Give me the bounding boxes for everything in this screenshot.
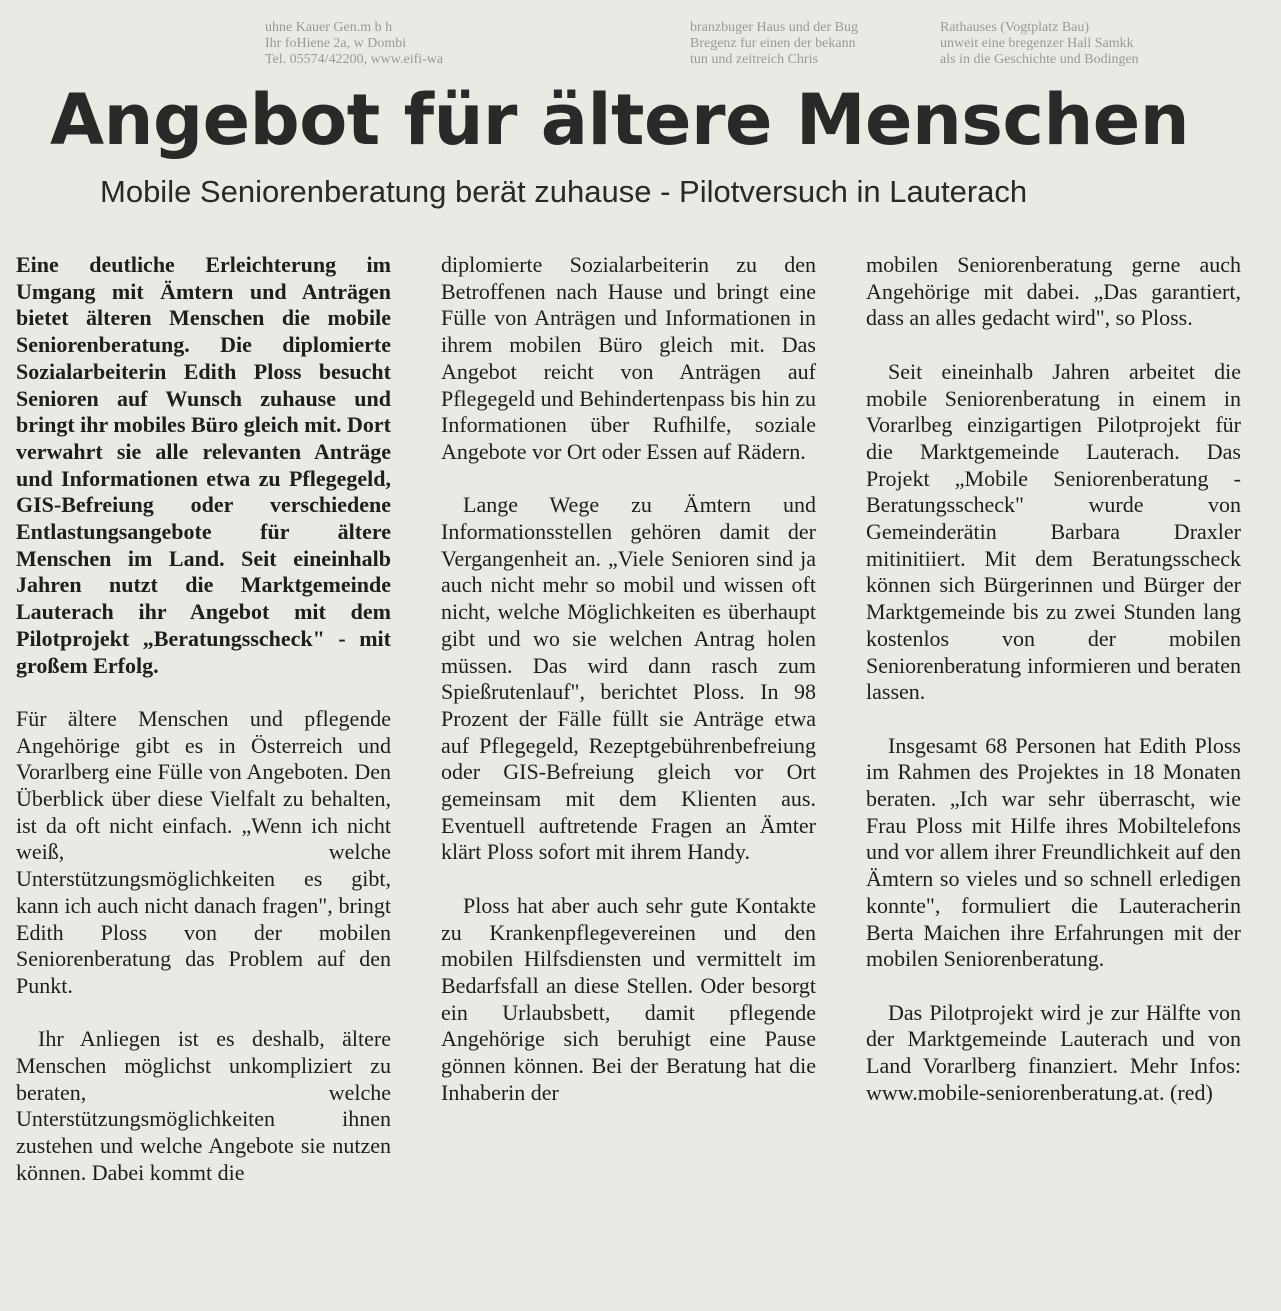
article-paragraph-continued: mobilen Seniorenberatung gerne auch Angehörige mit dabei. „Das garantiert, dass an alles gedacht wird", so Ploss. [866,252,1241,331]
article-paragraph: Lange Wege zu Ämtern und Informationsstellen gehören damit der Vergangenheit an. „Viele Senioren sind ja auch nicht mehr so mobil und wissen oft nicht, welche Möglichkeiten es überhaupt gibt und wo sie welchen Antrag holen müssen. Das wird dann rasch zum Spießrutenlauf", berichtet Ploss. In 98 Prozent der Fälle füllt sie Anträge etwa auf Pflegegeld, Rezeptgebührenbefreiung oder GIS-Befreiung gleich vor Ort gemeinsam mit dem Klienten aus. Eventuell auftretende Fragen an Ämter klärt Ploss sofort mit ihrem Handy. [441,492,816,865]
bleed-through-text-middle [690,4,858,68]
bleed-line: Bregenz fur einen der bekann [690,36,856,51]
article-column-3 [866,252,1241,1133]
article-lead-paragraph: Eine deutliche Erleichterung im Umgang mit Ämtern und Anträgen bietet älteren Menschen die mobile Seniorenberatung. Die diplomierte Sozialarbeiterin Edith Ploss besucht Senioren auf Wunsch zuhause und bringt ihr mobiles Büro gleich mit. Dort verwahrt sie alle relevanten Anträge und Informationen etwa zu Pflegegeld, GIS-Befreiung oder verschiedene Entlastungsangebote für ältere Menschen im Land. Seit eineinhalb Jahren nutzt die Marktgemeinde Lauterach ihr Angebot mit dem Pilotprojekt „Beratungsscheck" - mit großem Erfolg. [16,252,392,678]
article-paragraph-continued: diplomierte Sozialarbeiterin zu den Betroffenen nach Hause und bringt eine Fülle von Anträgen und Informationen in ihrem mobilen Büro gleich mit. Das Angebot reicht von Anträgen auf Pflegegeld und Behindertenpass bis hin zu Informationen über Rufhilfe, soziale Angebote vor Ort oder Essen auf Rädern. [441,252,816,464]
bleed-line: uhne Kauer Gen.m b h [265,20,393,35]
article-paragraph: Ihr Anliegen ist es deshalb, ältere Menschen möglichst unkompliziert zu beraten, welche Unterstützungsmöglichkeiten ihnen zustehen und welche Angebote sie nutzen können. Dabei kommt die [16,1026,391,1185]
article-subheadline: Mobile Seniorenberatung berät zuhause - Pilotversuch in Lauterach [100,174,1028,209]
bleed-line: unweit eine bregenzer Hall Samkk [940,36,1134,51]
article-column-1 [16,252,391,1213]
article-headline: Angebot für ältere Menschen [50,79,1190,161]
bleed-line: tun und zeitreich Chris [690,52,818,67]
bleed-line: branzbuger Haus und der Bug [690,20,858,35]
bleed-through-text-left [265,4,443,68]
bleed-line: Rathauses (Vogtplatz Bau) [940,20,1090,35]
bleed-line: als in die Geschichte und Bodingen [940,52,1139,67]
article-paragraph: Insgesamt 68 Personen hat Edith Ploss im Rahmen des Projektes in 18 Monaten beraten. „Ich war sehr überrascht, wie Frau Ploss mit Hilfe ihres Mobiltelefons und vor allem ihrer Freundlichkeit auf den Ämtern so vieles und so schnell erledigen konnte", formuliert die Lauteracherin Berta Maichen ihre Erfahrungen mit der mobilen Seniorenberatung. [866,732,1241,972]
article-paragraph: Ploss hat aber auch sehr gute Kontakte zu Krankenpflegevereinen und den mobilen Hilfsdiensten und vermittelt im Bedarfsfall an diese Stellen. Oder besorgt ein Urlaubsbett, damit pflegende Angehörige sich beruhigt eine Pause gönnen können. Bei der Beratung hat die Inhaberin der [441,892,816,1105]
article-paragraph: Das Pilotprojekt wird je zur Hälfte von der Marktgemeinde Lauterach und von Land Vorarlberg finanziert. Mehr Infos: www.mobile-seniorenberatung.at. (red) [866,999,1241,1105]
bleed-through-text-right [940,4,1139,68]
bleed-line: Tel. 05574/42200, www.eifi-wa [265,52,444,67]
article-paragraph: Seit eineinhalb Jahren arbeitet die mobile Seniorenberatung in einem in Vorarlbeg einzigartigen Pilotprojekt für die Marktgemeinde Lauterach. Das Projekt „Mobile Seniorenberatung - Beratungsscheck" wurde von Gemeinderätin Barbara Draxler mitinitiiert. Mit dem Beratungsscheck können sich Bürgerinnen und Bürger der Marktgemeinde bis zu zwei Stunden lang kostenlos von der mobilen Seniorenberatung informieren und beraten lassen. [866,358,1241,705]
bleed-line: Ihr foHiene 2a, w Dombi [265,36,407,51]
article-paragraph: Für ältere Menschen und pflegende Angehörige gibt es in Österreich und Vorarlberg eine Fülle von Angeboten. Den Überblick über diese Vielfalt zu behalten, ist da oft nicht einfach. „Wenn ich nicht weiß, welche Unterstützungsmöglichkeiten es gibt, kann ich auch nicht danach fragen", bringt Edith Ploss von der mobilen Seniorenberatung das Problem auf den Punkt. [16,705,391,998]
article-column-2 [441,252,816,1133]
